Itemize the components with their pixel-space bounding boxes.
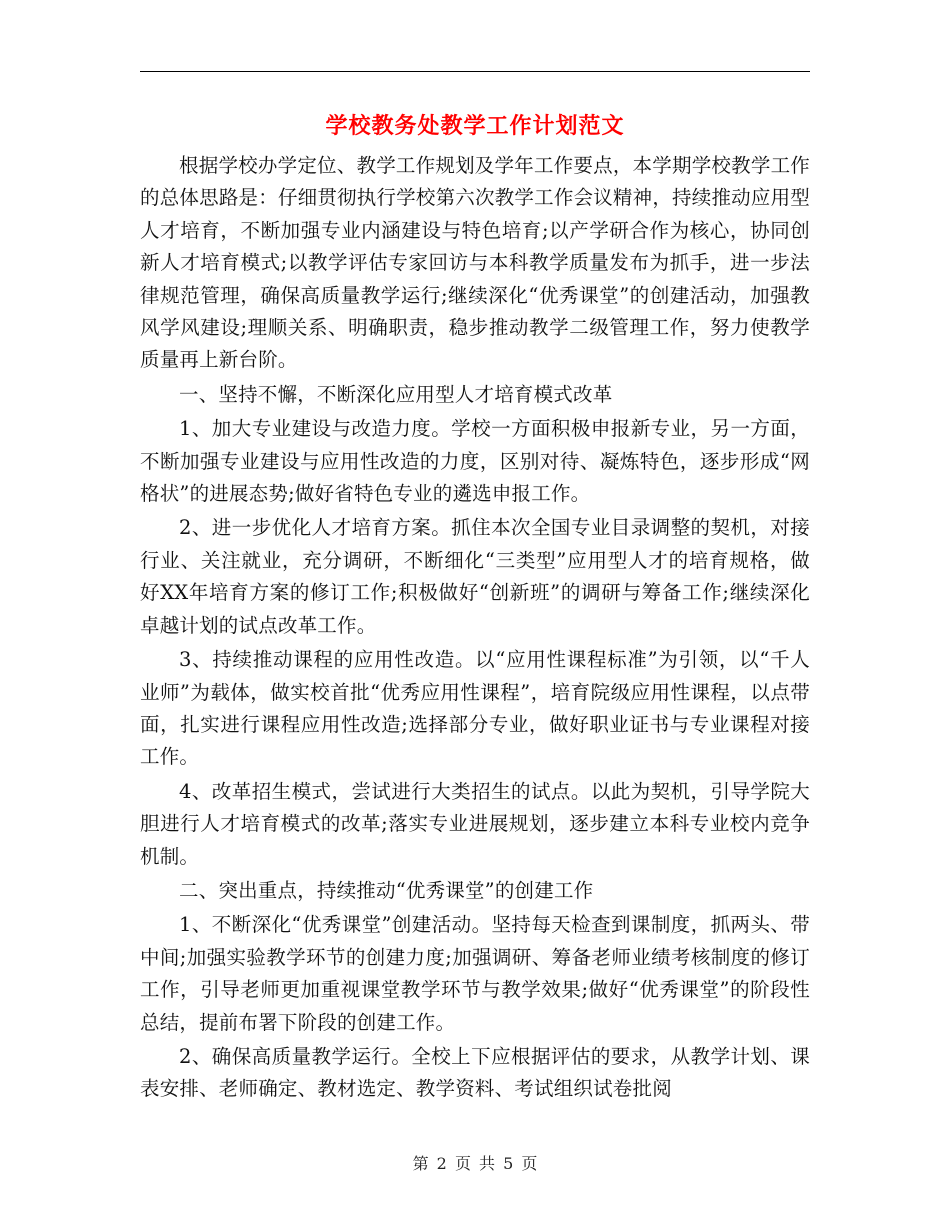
paragraph-1-4: 4、改革招生模式，尝试进行大类招生的试点。以此为契机，引导学院大胆进行人才培育模式的改革;落实专业进展规划，逐步建立本科专业校内竞争机制。 <box>140 779 810 868</box>
section-heading-2: 二、突出重点，持续推动“优秀课堂”的创建工作 <box>179 878 594 902</box>
intro-paragraph: 根据学校办学定位、教学工作规划及学年工作要点，本学期学校教学工作的总体思路是：仔细贯彻执行学校第六次教学工作会议精神，持续推动应用型人才培育，不断加强专业内涵建设与特色培育;以产学研合作为核心，协同创新人才培育模式;以教学评估专家回访与本科教学质量发布为抓手，进一步法律规范管理，确保高质量教学运行;继续深化“优秀课堂”的创建活动，加强教风学风建设;理顺关系、明确职责，稳步推动教学二级管理工作，努力使教学质量再上新台阶。 <box>140 154 810 372</box>
document-body <box>140 150 810 1108</box>
paragraph-1-2: 2、进一步优化人才培育方案。抓住本次全国专业目录调整的契机，对接行业、关注就业，充分调研，不断细化“三类型”应用型人才的培育规格，做好XX年培育方案的修订工作;积极做好“创新班”的调研与筹备工作;继续深化卓越计划的试点改革工作。 <box>140 516 810 637</box>
document-title: 学校教务处教学工作计划范文 <box>325 113 625 139</box>
section-heading-1: 一、坚持不懈，不断深化应用型人才培育模式改革 <box>179 382 613 406</box>
header-rule <box>140 71 810 72</box>
paragraph-1-1: 1、加大专业建设与改造力度。学校一方面积极申报新专业，另一方面，不断加强专业建设与应用性改造的力度，区别对待、凝炼特色，逐步形成“网格状”的进展态势;做好省特色专业的遴选申报工作。 <box>140 417 810 506</box>
paragraph-2-2: 2、确保高质量教学运行。全校上下应根据评估的要求，从教学计划、课表安排、老师确定、教材选定、教学资料、考试组织试卷批阅 <box>140 1044 810 1101</box>
page-footer: 第 2 页 共 5 页 <box>412 1154 538 1173</box>
paragraph-1-3: 3、持续推动课程的应用性改造。以“应用性课程标准”为引领，以“千人业师”为载体，做实校首批“优秀应用性课程”，培育院级应用性课程，以点带面，扎实进行课程应用性改造;选择部分专业，做好职业证书与专业课程对接工作。 <box>140 648 810 769</box>
paragraph-2-1: 1、不断深化“优秀课堂”创建活动。坚持每天检查到课制度，抓两头、带中间;加强实验教学环节的创建力度;加强调研、筹备老师业绩考核制度的修订工作，引导老师更加重视课堂教学环节与教学效果;做好“优秀课堂”的阶段性总结，提前布署下阶段的创建工作。 <box>140 913 810 1034</box>
